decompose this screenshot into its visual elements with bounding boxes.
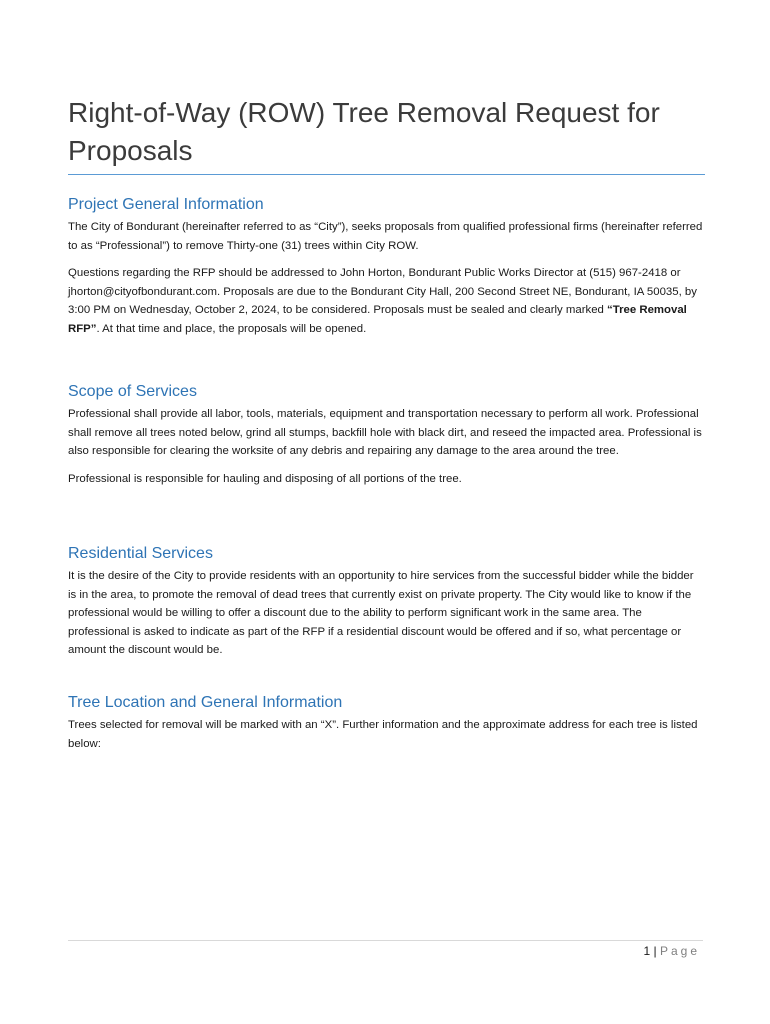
section-general-information [68,195,703,348]
section-heading-residential: Residential Services [68,545,213,562]
footer-separator: | [653,944,657,958]
section-heading-scope: Scope of Services [68,383,197,400]
title-underline [68,174,705,175]
residential-paragraph-1: It is the desire of the City to provide residents with an opportunity to hire services from the successful bidder while the bidder is in the area, to promote the removal of dead trees that currently exist on private property. The City would like to know if the professional would be willing to offer a discount due to the ability to perform significant work in the same area. The professional is asked to indicate as part of the RFP if a residential discount would be offered and if so, what percentage or amount the discount would be. [68,570,694,657]
page-footer [643,944,700,958]
general-p2-text-end: . At that time and place, the proposals will be opened. [96,322,367,335]
scope-paragraph-1: Professional shall provide all labor, tools, materials, equipment and transportation necessary to perform all work. Professional shall remove all trees noted below, grind all stumps, backfill hole with black dirt, and reseed the impacted area. Professional is also responsible for clearing the worksite of any debris and repairing any damage to the area around the tree. [68,408,702,458]
general-paragraph-1: The City of Bondurant (hereinafter referred to as “City”), seeks proposals from qualified professional firms (hereinafter referred to as “Professional”) to remove Thirty-one (31) trees within City ROW. [68,221,703,252]
page-number: 1 [643,944,651,958]
section-residential-services [68,544,703,669]
location-paragraph-1: Trees selected for removal will be marked with an “X”. Further information and the approximate address for each tree is listed below: [68,719,698,750]
page-title: Right-of-Way (ROW) Tree Removal Request for Proposals [68,97,660,166]
scope-paragraph-2: Professional is responsible for hauling and disposing of all portions of the tree. [68,472,462,485]
general-paragraph-2 [68,264,703,338]
section-tree-location [68,693,703,762]
general-p2-bold-label: “Tree Removal RFP” [68,304,687,335]
footer-divider [68,940,703,941]
page-label: Page [659,944,700,958]
section-heading-general: Project General Information [68,196,264,213]
section-heading-location: Tree Location and General Information [68,694,343,711]
general-p2-text-start: Questions regarding the RFP should be addressed to John Horton, Bondurant Public Works Director at (515) 967-2418 or jhorton@cityofbondurant.com. Proposals are due to the Bondurant City Hall, 200 Second Street NE, Bondurant, IA 50035, by 3:00 PM on Wednesday, October 2, 2024, to be considered. Proposals must be sealed and clearly marked [68,267,697,317]
section-scope-of-services [68,382,703,497]
